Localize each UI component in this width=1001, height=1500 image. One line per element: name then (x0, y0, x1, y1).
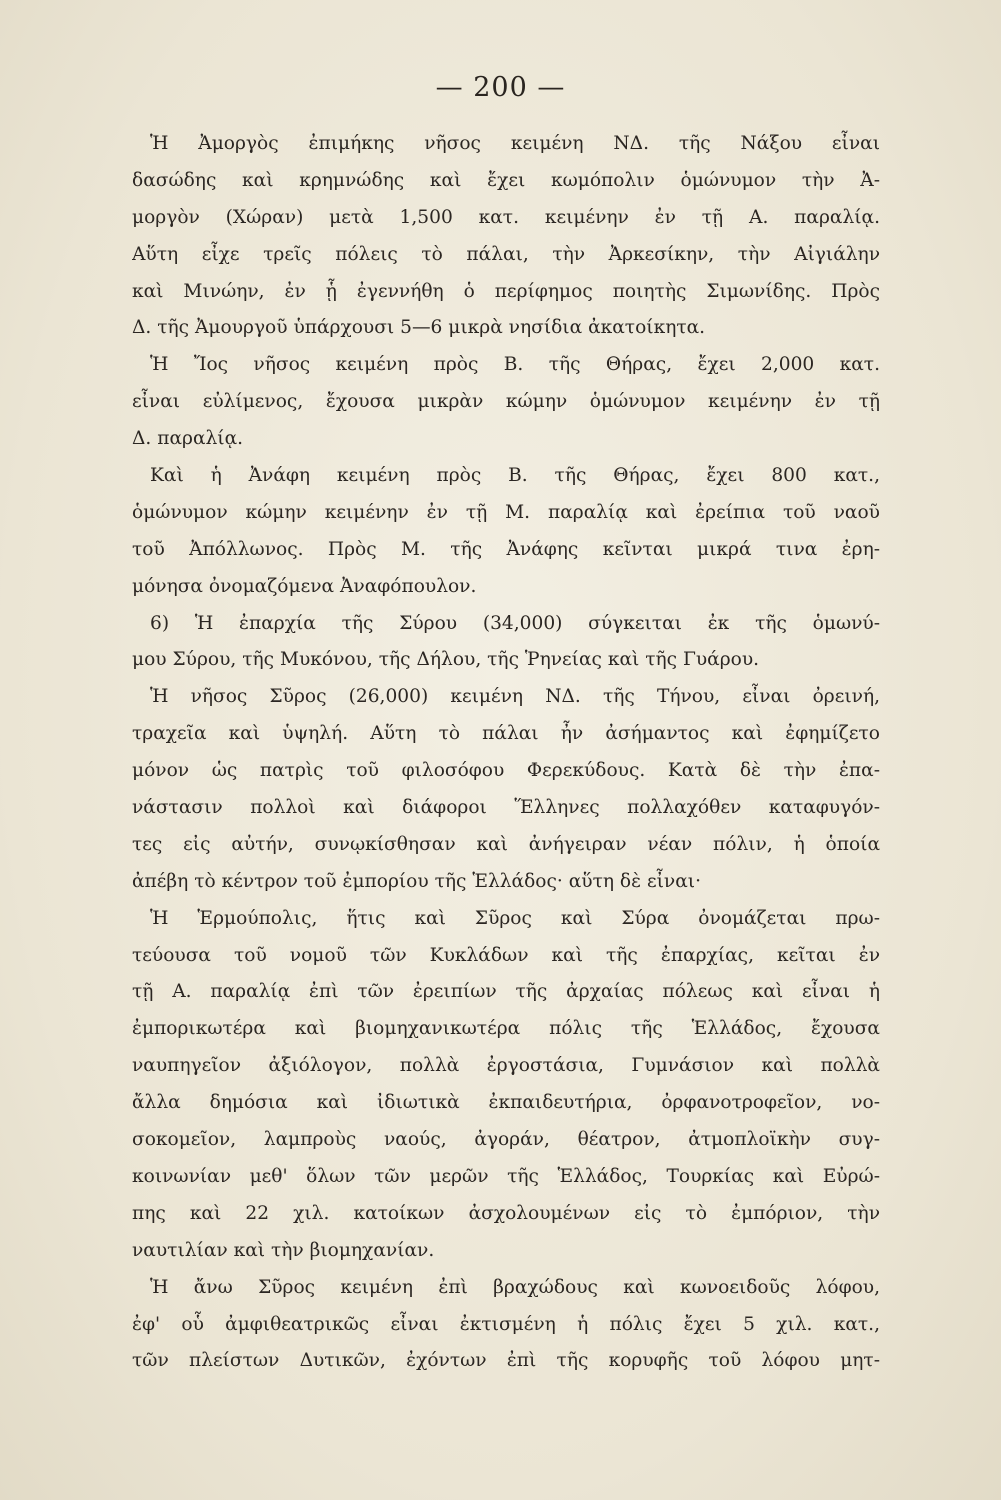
text-line: καὶ Μινώην, ἐν ᾗ ἐγεννήθη ὁ περίφημος ποιητὴς Σιμωνίδης. Πρὸς (132, 280, 880, 302)
text-line: εἶναι εὐλίμενος, ἔχουσα μικρὰν κώμην ὁμώνυμον κειμένην ἐν τῇ (132, 391, 880, 413)
text-line: Δ. παραλίᾳ. (132, 428, 244, 450)
text-body (132, 126, 880, 1380)
text-line: Ἡ Ἀμοργὸς ἐπιμήκης νῆσος κειμένη ΝΔ. τῆς Νάξου εἶναι (150, 133, 880, 154)
text-line: μοργὸν (Χώραν) μετὰ 1,500 κατ. κειμένην ἐν τῇ Α. παραλίᾳ. (132, 206, 880, 228)
text-line: τες εἰς αὐτήν, συνῳκίσθησαν καὶ ἀνήγειραν νέαν πόλιν, ἡ ὁποία (132, 833, 880, 855)
text-line: ὁμώνυμον κώμην κειμένην ἐν τῇ Μ. παραλίᾳ καὶ ἐρείπια τοῦ ναοῦ (132, 501, 880, 523)
text-line: μόνησα ὀνομαζόμενα Ἀναφόπουλον. (132, 575, 477, 597)
text-line: ναυπηγεῖον ἀξιόλογον, πολλὰ ἐργοστάσια, Γυμνάσιον καὶ πολλὰ (132, 1055, 880, 1077)
text-line: μόνον ὡς πατρὶς τοῦ φιλοσόφου Φερεκύδους. Κατὰ δὲ τὴν ἐπα- (132, 760, 880, 782)
text-line: Ἡ Ἴος νῆσος κειμένη πρὸς Β. τῆς Θήρας, ἔχει 2,000 κατ. (150, 354, 880, 376)
text-line: τῇ Α. παραλίᾳ ἐπὶ τῶν ἐρειπίων τῆς ἀρχαίας πόλεως καὶ εἶναι ἡ (132, 981, 880, 1003)
text-line: σοκομεῖον, λαμπροὺς ναούς, ἀγοράν, θέατρον, ἀτμοπλοϊκὴν συγ- (132, 1129, 880, 1151)
text-line: τῶν πλείστων Δυτικῶν, ἐχόντων ἐπὶ τῆς κορυφῆς τοῦ λόφου μητ- (132, 1350, 880, 1372)
text-line: ἄλλα δημόσια καὶ ἰδιωτικὰ ἐκπαιδευτήρια, ὀρφανοτροφεῖον, νο- (132, 1092, 880, 1114)
text-line: ναυτιλίαν καὶ τὴν βιομηχανίαν. (132, 1239, 435, 1261)
page-number: — 200 — (435, 72, 566, 103)
text-line: Ἡ ἄνω Σῦρος κειμένη ἐπὶ βραχώδους καὶ κωνοειδοῦς λόφου, (150, 1276, 880, 1298)
text-line: Ἡ νῆσος Σῦρος (26,000) κειμένη ΝΔ. τῆς Τήνου, εἶναι ὀρεινή, (150, 686, 880, 708)
text-line: 6) Ἡ ἐπαρχία τῆς Σύρου (34,000) σύγκειται ἐκ τῆς ὁμωνύ- (150, 612, 880, 634)
text-line: ἀπέβη τὸ κέντρον τοῦ ἐμπορίου τῆς Ἑλλάδος· αὕτη δὲ εἶναι· (132, 870, 701, 892)
text-line: μου Σύρου, τῆς Μυκόνου, τῆς Δήλου, τῆς Ῥηνείας καὶ τῆς Γυάρου. (132, 649, 760, 671)
text-line: δασώδης καὶ κρημνώδης καὶ ἔχει κωμόπολιν ὁμώνυμον τὴν Ἀ- (132, 169, 880, 191)
text-line: τοῦ Ἀπόλλωνος. Πρὸς Μ. τῆς Ἀνάφης κεῖνται μικρά τινα ἐρη- (132, 538, 880, 560)
text-line: ἐμπορικωτέρα καὶ βιομηχανικωτέρα πόλις τῆς Ἑλλάδος, ἔχουσα (132, 1018, 880, 1040)
text-line: πης καὶ 22 χιλ. κατοίκων ἀσχολουμένων εἰς τὸ ἐμπόριον, τὴν (132, 1202, 880, 1224)
text-line: τεύουσα τοῦ νομοῦ τῶν Κυκλάδων καὶ τῆς ἐπαρχίας, κεῖται ἐν (132, 944, 880, 966)
text-line: τραχεῖα καὶ ὑψηλή. Αὕτη τὸ πάλαι ἦν ἀσήμαντος καὶ ἐφημίζετο (132, 723, 880, 745)
text-line: Ἡ Ἑρμούπολις, ἥτις καὶ Σῦρος καὶ Σύρα ὀνομάζεται πρω- (150, 907, 880, 929)
text-line: ἐφ' οὗ ἀμφιθεατρικῶς εἶναι ἐκτισμένη ἡ πόλις ἔχει 5 χιλ. κατ., (132, 1313, 880, 1335)
text-line: κοινωνίαν μεθ' ὅλων τῶν μερῶν τῆς Ἑλλάδος, Τουρκίας καὶ Εὐρώ- (132, 1165, 880, 1187)
text-line: Καὶ ἡ Ἀνάφη κειμένη πρὸς Β. τῆς Θήρας, ἔχει 800 κατ., (150, 465, 880, 487)
text-line: νάστασιν πολλοὶ καὶ διάφοροι Ἕλληνες πολλαχόθεν καταφυγόν- (132, 797, 880, 819)
text-line: Δ. τῆς Ἀμουργοῦ ὑπάρχουσι 5—6 μικρὰ νησίδια ἀκατοίκητα. (132, 317, 706, 339)
text-line: Αὕτη εἶχε τρεῖς πόλεις τὸ πάλαι, τὴν Ἀρκεσίκην, τὴν Αἰγιάλην (132, 243, 880, 265)
